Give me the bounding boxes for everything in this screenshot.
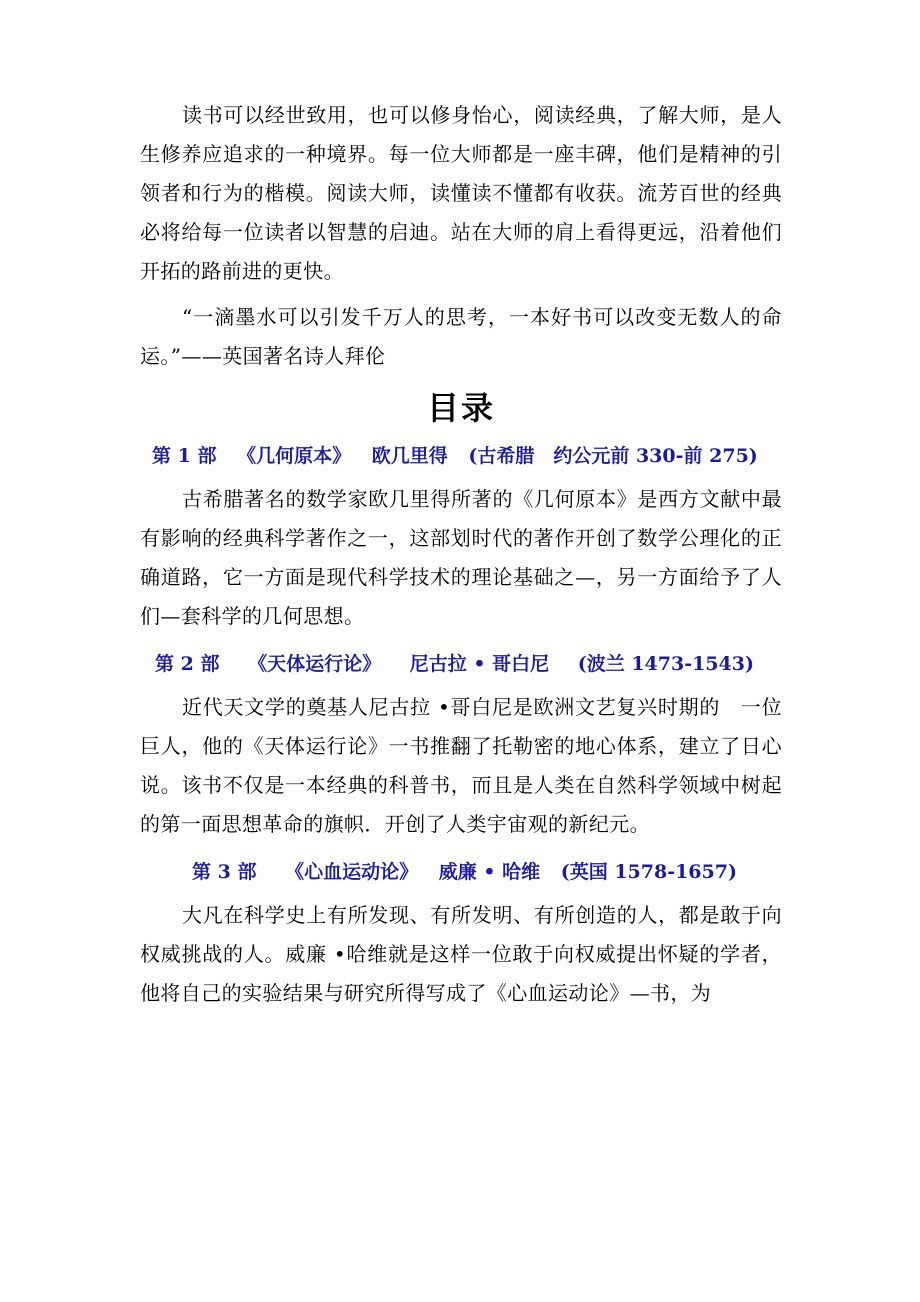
toc-entry-2-origin: (波兰 1473-1543)	[577, 653, 754, 675]
toc-entry-2-part: 第 2 部	[155, 653, 220, 675]
toc-entry-1-book: 《几何原本》	[237, 445, 352, 467]
toc-entry-1-part: 第 1 部	[152, 445, 217, 467]
toc-entry-1-origin: (古希腊 约公元前 330-前 275)	[468, 445, 758, 467]
toc-entry-3-part: 第 3 部	[192, 861, 257, 883]
toc-entry-1-description: 古希腊著名的数学家欧几里得所著的《几何原本》是西方文献中最有影响的经典科学著作之一，这部划时代的著作开创了数学公理化的正确道路，它一方面是现代科学技术的理论基础之—，另一方面给予了人们—套科学的几何思想。	[140, 487, 782, 628]
toc-entry-3-book: 《心血运动论》	[285, 861, 419, 883]
toc-entry-3-heading[interactable]	[140, 852, 782, 892]
toc-entry-3-origin: (英国 1578-1657)	[560, 861, 737, 883]
toc-entry-2-description: 近代天文学的奠基人尼古拉 •哥白尼是欧洲文艺复兴时期的 一位巨人，他的《天体运行论》一书推翻了托勒密的地心体系，建立了日心说。该书不仅是一本经典的科普书，而且是人类在自然科学领域中树起的第一面思想革命的旗帜．开创了人类宇宙观的新纪元。	[140, 695, 782, 836]
document-page	[140, 96, 782, 1013]
toc-entry-2-book: 《天体运行论》	[248, 653, 382, 675]
toc-title: 目录	[426, 389, 495, 427]
toc-entry-1-heading[interactable]	[140, 436, 782, 476]
toc-entry-1-author: 欧几里得	[371, 445, 448, 467]
byron-quote: “一滴墨水可以引发千万人的思考，一本好书可以改变无数人的命运。”——英国著名诗人拜伦	[140, 305, 782, 368]
toc-entry-2-author: 尼古拉 • 哥白尼	[409, 653, 550, 675]
toc-entry-3-author: 威廉 • 哈维	[438, 861, 541, 883]
toc-entry-2-heading[interactable]	[140, 644, 782, 684]
toc-entry-3-description: 大凡在科学史上有所发现、有所发明、有所创造的人，都是敢于向权威挑战的人。威廉 •哈维就是这样一位敢于向权威提出怀疑的学者，他将自己的实验结果与研究所得写成了《心血运动论》—书，为	[140, 903, 782, 1005]
intro-paragraph: 读书可以经世致用，也可以修身怡心，阅读经典，了解大师，是人生修养应追求的一种境界。每一位大师都是一座丰碑，他们是精神的引领者和行为的楷模。阅读大师，读懂读不懂都有收获。流芳百世的经典必将给每一位读者以智慧的启迪。站在大师的肩上看得更远，沿着他们开拓的路前进的更快。	[140, 103, 782, 283]
